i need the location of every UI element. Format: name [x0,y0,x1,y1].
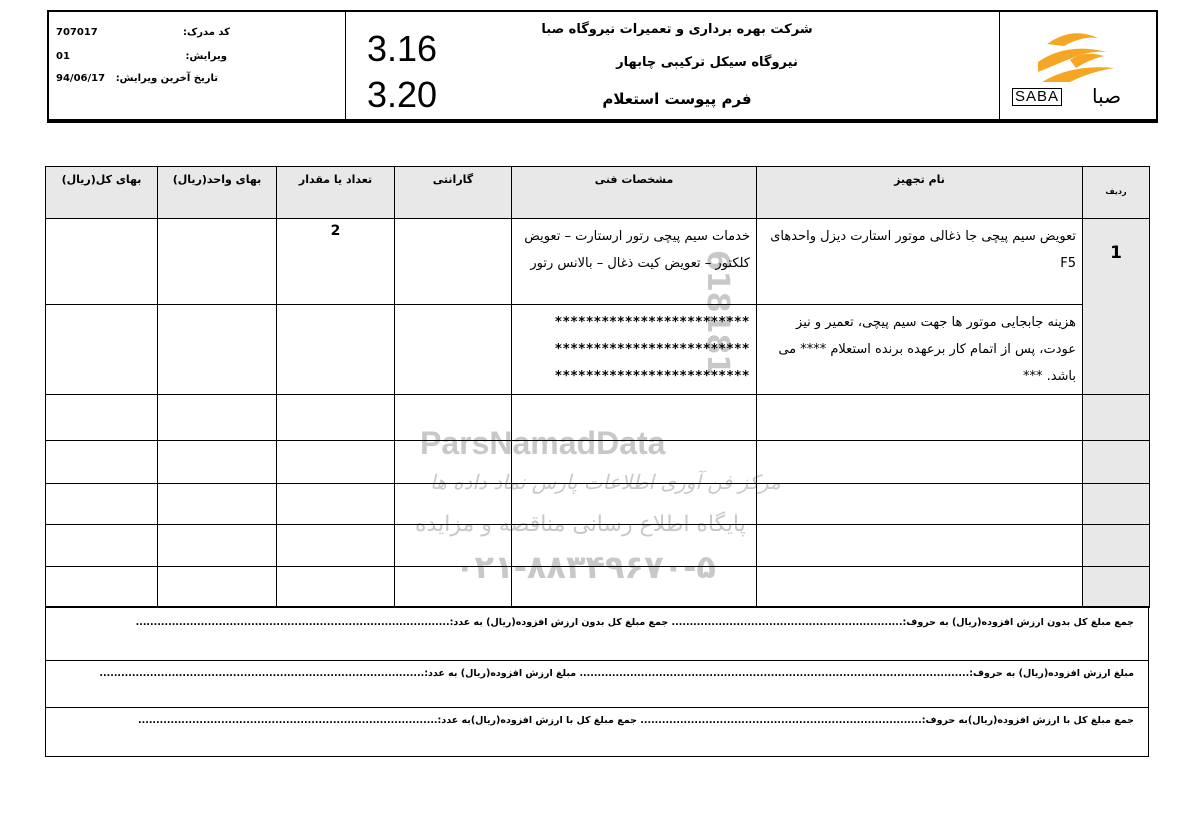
empty-cell [757,395,1083,441]
empty-cell [46,395,158,441]
col-header-specs: مشخصات فنی [512,167,757,219]
empty-row-number-cell [1083,567,1150,608]
logo-persian-text: صبا [1092,84,1122,108]
empty-cell [158,567,277,608]
total-with-vat-line: جمع مبلغ کل با ارزش افزوده(ریال)به حروف:.............................................................................. جمع مبلغ کل با ارزش افزوده(ریال)به عدد:................................................................................... [138,715,1134,726]
stars-line: ************************* [555,342,750,357]
revision-value: 01 [56,51,70,62]
empty-cell [277,525,395,567]
header-divider [345,12,346,119]
empty-cell [512,525,757,567]
empty-cell [158,441,277,484]
last-revision-date-label: تاریخ آخرین ویرایش: [115,73,218,84]
equipment-cell: تعویض سیم پیچی جا ذغالی موتور استارت دیزل واحدهای F5 [757,219,1083,305]
empty-row-number-cell [1083,525,1150,567]
specs-cell [512,305,757,395]
unit-price-cell [158,219,277,305]
col-header-quantity: تعداد یا مقدار [277,167,395,219]
empty-cell [158,525,277,567]
number-bottom: 3.20 [367,74,438,115]
col-header-row: ردیف [1083,167,1150,219]
empty-cell [277,395,395,441]
empty-cell [277,441,395,484]
company-line: شرکت بهره برداری و تعمیرات نیروگاه صبا [541,22,813,37]
watermark-phone: ۰۲۱-۸۸۳۴۹۶۷۰-۵ [455,548,716,586]
empty-cell [512,395,757,441]
empty-cell [158,395,277,441]
number-top: 3.16 [367,28,438,69]
last-revision-date-value: 94/06/17 [56,73,106,84]
empty-cell [277,567,395,608]
watermark-line1: مرکز فن آوری اطلاعات پارس نماد داده ها [430,470,781,494]
empty-cell [395,525,512,567]
quantity-cell: 2 [277,219,395,305]
empty-cell [512,441,757,484]
empty-cell [395,395,512,441]
empty-cell [46,484,158,525]
equipment-cell: هزینه جابجایی موتور ها جهت سیم پیچی، تعمیر و نیز عودت، پس از اتمام کار برعهده برنده استعلام **** می باشد. *** [757,305,1083,395]
empty-cell [277,484,395,525]
totals-box [45,606,1149,757]
empty-row-number-cell [1083,395,1150,441]
empty-cell [395,567,512,608]
quantity-cell [277,305,395,395]
total-without-vat-line: جمع مبلغ کل بدون ارزش افزوده(ریال) به حروف:................................................................ جمع مبلغ کل بدون ارزش افزوده(ریال) به عدد:....................................................................................... [135,617,1134,628]
empty-cell [46,525,158,567]
items-table [45,166,1150,608]
plant-line: نیروگاه سیکل ترکیبی چابهار [616,55,798,70]
doc-code-value: 707017 [56,27,98,38]
empty-cell [158,484,277,525]
logo-latin-text: SABA [1012,88,1062,106]
header-underline [47,121,1158,123]
empty-cell [512,567,757,608]
empty-cell [757,484,1083,525]
col-header-total-price: بهای کل(ریال) [46,167,158,219]
header-divider [999,12,1000,119]
total-price-cell [46,219,158,305]
warranty-cell [395,305,512,395]
watermark-brand: ParsNamadData [420,425,666,461]
table-row [46,395,1150,441]
table-row [46,484,1150,525]
empty-cell [757,567,1083,608]
empty-cell [512,484,757,525]
empty-row-number-cell [1083,441,1150,484]
doc-code-label: کد مدرک: [182,27,230,38]
table-header-row [46,167,1150,219]
totals-separator [46,707,1148,708]
watermark-line2: پایگاه اطلاع رسانی مناقصه و مزایده [415,512,746,537]
vat-amount-line: مبلغ ارزش افزوده(ریال) به حروف:............................................................................................................ مبلغ ارزش افزوده(ریال) به عدد:.......................................................................................... [99,668,1134,679]
table-row [46,567,1150,608]
empty-row-number-cell [1083,484,1150,525]
warranty-cell [395,219,512,305]
stars-line: ************************* [555,369,750,384]
empty-cell [757,441,1083,484]
watermark-numbers: 618181 [700,250,735,376]
total-price-cell [46,305,158,395]
table-row [46,441,1150,484]
empty-cell [757,525,1083,567]
table-row [46,305,1150,395]
totals-separator [46,660,1148,661]
unit-price-cell [158,305,277,395]
row-number-cell: 1 [1083,219,1150,395]
empty-cell [46,567,158,608]
table-row [46,525,1150,567]
empty-cell [395,441,512,484]
table-row [46,219,1150,305]
specs-cell: خدمات سیم پیچی رتور ارستارت – تعویض کلکتور – تعویض کیت ذغال – بالانس رتور [512,219,757,305]
revision-label: ویرایش: [185,51,227,62]
col-header-warranty: گارانتی [395,167,512,219]
empty-cell [46,441,158,484]
col-header-unit-price: بهای واحد(ریال) [158,167,277,219]
form-title: فرم پیوست استعلام [602,90,752,108]
company-logo [1012,20,1147,114]
stars-line: ************************* [555,315,750,330]
empty-cell [395,484,512,525]
col-header-equipment: نام تجهیز [757,167,1083,219]
